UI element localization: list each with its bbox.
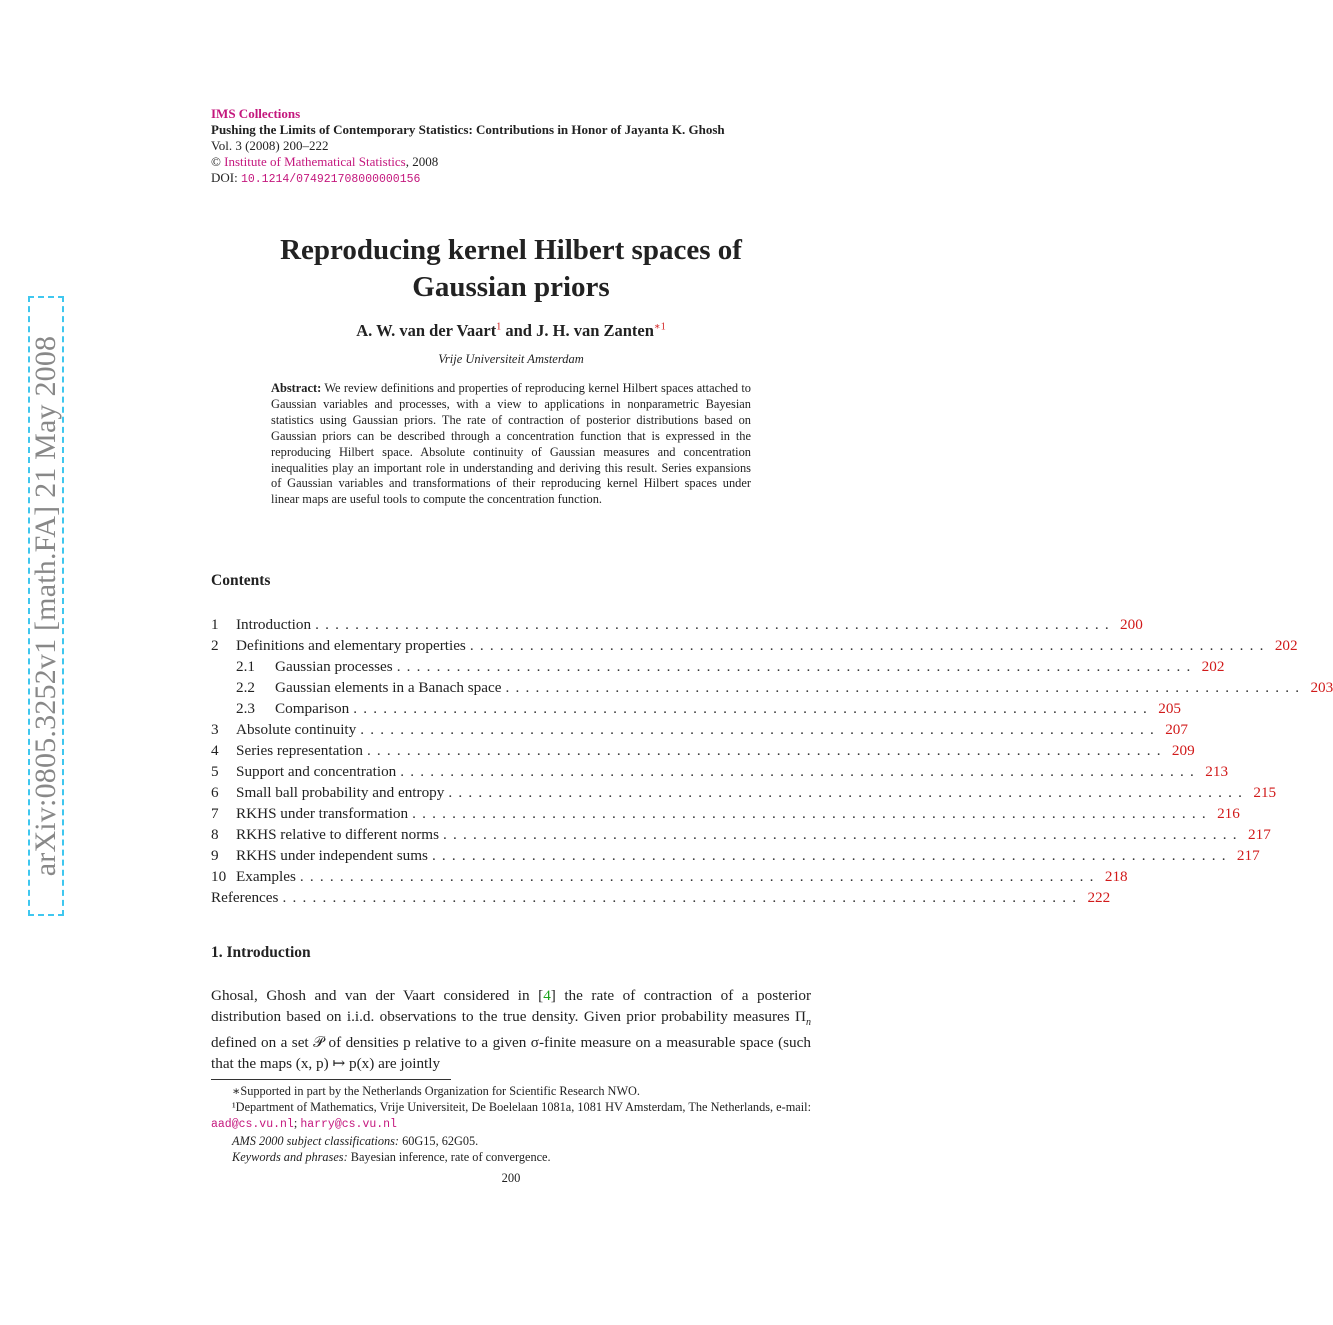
subscript-n: n <box>806 1016 811 1028</box>
toc-entry-number: 6 <box>211 784 219 801</box>
toc-page-link[interactable]: 202 <box>1201 658 1225 675</box>
ams-label: AMS 2000 subject classifications: <box>232 1134 400 1148</box>
section-heading-introduction: 1. Introduction <box>211 944 311 961</box>
toc-page-link[interactable]: 222 <box>1087 889 1111 906</box>
intro-text-3: defined on a set 𝒫 of densities p relative to a given σ-finite measure on a measurable space (such that the maps (x, p) ↦ p(x) are jointly <box>211 1034 811 1072</box>
toc-entry-label[interactable]: Support and concentration <box>236 763 397 780</box>
toc-dot-leader: ................................................................................ <box>412 805 1212 822</box>
toc-entry[interactable] <box>211 845 1260 866</box>
intro-text-2: ] the rate of contraction of a posterior distribution based on i.i.d. observations to the true density. Given prior probability measures Π <box>211 987 812 1025</box>
book-title: Pushing the Limits of Contemporary Statistics: Contributions in Honor of Jayanta K. Ghosh <box>211 122 725 137</box>
paper-title <box>211 232 811 306</box>
author-first-footnote-link[interactable]: 1 <box>496 321 502 333</box>
toc-entry[interactable] <box>211 740 1195 761</box>
toc-page-link[interactable]: 215 <box>1253 784 1277 801</box>
toc-dot-leader: ................................................................................ <box>353 700 1153 717</box>
toc-entry-label[interactable]: Comparison <box>275 700 350 717</box>
volume-info: Vol. 3 (2008) 200–222 <box>211 138 329 153</box>
doi-link[interactable]: 10.1214/074921708000000156 <box>240 173 421 186</box>
author-line <box>211 321 811 341</box>
toc-entry-number: 10 <box>211 868 227 885</box>
toc-dot-leader: ................................................................................ <box>469 637 1270 654</box>
citation-link[interactable]: 4 <box>543 987 551 1004</box>
author-and: and <box>501 321 537 340</box>
toc-entry-label[interactable]: Definitions and elementary properties <box>236 637 466 654</box>
toc-entry-number: 7 <box>211 805 219 822</box>
toc-entry[interactable] <box>211 677 1333 698</box>
toc-page-link[interactable]: 200 <box>1120 616 1143 633</box>
toc-page-link[interactable]: 209 <box>1171 742 1195 759</box>
toc-entry-label[interactable]: RKHS relative to different norms <box>236 826 440 843</box>
footnote-star: ∗Supported in part by the Netherlands Organization for Scientific Research NWO. <box>232 1084 641 1098</box>
toc-entry-number: 8 <box>211 826 219 843</box>
ams-classification <box>211 1133 811 1149</box>
toc-entry[interactable] <box>211 887 1111 908</box>
title-line-2: Gaussian priors <box>412 271 610 303</box>
toc-dot-leader: ................................................................................ <box>431 847 1232 864</box>
toc-entry-label[interactable]: References <box>211 889 279 906</box>
contents-heading: Contents <box>211 572 271 589</box>
toc-page-link[interactable]: 203 <box>1310 679 1333 696</box>
abstract-text: We review definitions and properties of reproducing kernel Hilbert spaces attached to Gaussian variables and processes, with a view to applications in nonparametric Bayesian statistics using Gaussian priors. The rate of contraction of posterior distributions based on Gaussian priors can be described through a concentration function that is expressed in the reproducing Hilbert space. Absolute continuity of Gaussian measures and concentration inequalities play an important role in understanding and deriving this result. Series expansions of Gaussian variables and transformations of their reproducing kernel Hilbert spaces under linear maps are useful tools to compute the concentration function. <box>271 381 751 507</box>
toc-page-link[interactable]: 217 <box>1236 847 1260 864</box>
toc-entry-number: 2.1 <box>236 658 255 675</box>
toc-dot-leader: ................................................................................ <box>282 889 1083 906</box>
toc-entry-number: 2.3 <box>236 700 255 717</box>
footnote-affiliation-text: ¹Department of Mathematics, Vrije Universiteit, De Boelelaan 1081a, 1081 HV Amsterdam, The Netherlands, e-mail: <box>232 1100 811 1114</box>
toc-dot-leader: ................................................................................ <box>366 742 1167 759</box>
toc-page-link[interactable]: 216 <box>1217 805 1240 822</box>
abstract <box>271 381 751 508</box>
toc-entry-number: 2 <box>211 637 219 654</box>
toc-entry-label[interactable]: Series representation <box>236 742 363 759</box>
toc-entry-label[interactable]: Examples <box>236 868 296 885</box>
toc-dot-leader: ................................................................................ <box>396 658 1197 675</box>
toc-page-link[interactable]: 213 <box>1205 763 1229 780</box>
title-line-1: Reproducing kernel Hilbert spaces of <box>280 234 742 266</box>
toc-dot-leader: ................................................................................ <box>315 616 1115 633</box>
toc-entry[interactable] <box>211 803 1240 824</box>
toc-entry-label[interactable]: Introduction <box>236 616 312 633</box>
publisher-year: , 2008 <box>405 154 439 169</box>
abstract-label: Abstract: <box>271 381 322 395</box>
toc-entry[interactable] <box>211 824 1271 845</box>
author-second-footnote-link[interactable]: ∗1 <box>653 321 666 333</box>
toc-entry-label[interactable]: RKHS under transformation <box>236 805 409 822</box>
keywords-label: Keywords and phrases: <box>232 1150 348 1164</box>
arxiv-stamp-text: arXiv:0805.3252v1 [math.FA] 21 May 2008 <box>29 335 62 877</box>
toc-entry-label[interactable]: RKHS under independent sums <box>236 847 428 864</box>
email-link-harry[interactable]: harry@cs.vu.nl <box>300 1118 397 1131</box>
collection-link[interactable]: IMS Collections <box>211 106 301 121</box>
toc-dot-leader: ................................................................................ <box>505 679 1306 696</box>
copyright-symbol: © <box>211 154 221 169</box>
toc-dot-leader: ................................................................................ <box>360 721 1160 738</box>
footnote-affiliation <box>211 1099 811 1133</box>
doi-line <box>211 170 771 188</box>
toc-dot-leader: ................................................................................ <box>443 826 1243 843</box>
intro-paragraph <box>211 986 811 1074</box>
toc-entry-label[interactable]: Gaussian elements in a Banach space <box>275 679 502 696</box>
intro-text-1: Ghosal, Ghosh and van der Vaart considered in [ <box>211 987 544 1004</box>
footnote-rule <box>211 1079 451 1080</box>
email-separator: ; <box>293 1116 301 1130</box>
email-link-aad[interactable]: aad@cs.vu.nl <box>211 1118 294 1131</box>
toc-page-link[interactable]: 207 <box>1165 721 1188 738</box>
toc-page-link[interactable]: 205 <box>1158 700 1181 717</box>
toc-entry[interactable] <box>211 866 1128 887</box>
doi-label: DOI: <box>211 170 241 185</box>
arxiv-stamp <box>28 296 64 916</box>
toc-entry[interactable] <box>211 761 1229 782</box>
table-of-contents <box>211 614 1333 908</box>
toc-entry[interactable] <box>211 719 1188 740</box>
toc-entry-label[interactable]: Gaussian processes <box>275 658 393 675</box>
toc-entry-number: 1 <box>211 616 219 633</box>
affiliation: Vrije Universiteit Amsterdam <box>438 352 584 366</box>
keywords <box>211 1149 811 1165</box>
toc-page-link[interactable]: 202 <box>1274 637 1298 654</box>
toc-dot-leader: ................................................................................ <box>448 784 1249 801</box>
toc-page-link[interactable]: 217 <box>1248 826 1271 843</box>
toc-entry[interactable] <box>211 614 1143 635</box>
toc-dot-leader: ................................................................................ <box>299 868 1100 885</box>
publisher-link[interactable]: Institute of Mathematical Statistics <box>224 154 406 169</box>
toc-entry-label[interactable]: Small ball probability and entropy <box>236 784 445 801</box>
footnotes <box>211 1083 811 1165</box>
toc-entry-number: 2.2 <box>236 679 255 696</box>
toc-entry-number: 5 <box>211 763 219 780</box>
toc-entry[interactable] <box>211 782 1277 803</box>
toc-entry-number: 4 <box>211 742 219 759</box>
toc-entry[interactable] <box>211 656 1225 677</box>
copyright-line <box>211 154 771 170</box>
author-first: A. W. van der Vaart <box>356 321 497 340</box>
toc-entry-number: 9 <box>211 847 219 864</box>
toc-entry[interactable] <box>211 698 1181 719</box>
ams-codes: 60G15, 62G05. <box>399 1134 479 1148</box>
publication-header <box>211 106 771 188</box>
author-second: J. H. van Zanten <box>536 321 654 340</box>
toc-page-link[interactable]: 218 <box>1104 868 1128 885</box>
toc-dot-leader: ................................................................................ <box>400 763 1201 780</box>
toc-entry[interactable] <box>211 635 1298 656</box>
page-number: 200 <box>501 1171 521 1185</box>
toc-entry-label[interactable]: Absolute continuity <box>236 721 357 738</box>
toc-entry-number: 3 <box>211 721 219 738</box>
keywords-text: Bayesian inference, rate of convergence. <box>347 1150 551 1164</box>
